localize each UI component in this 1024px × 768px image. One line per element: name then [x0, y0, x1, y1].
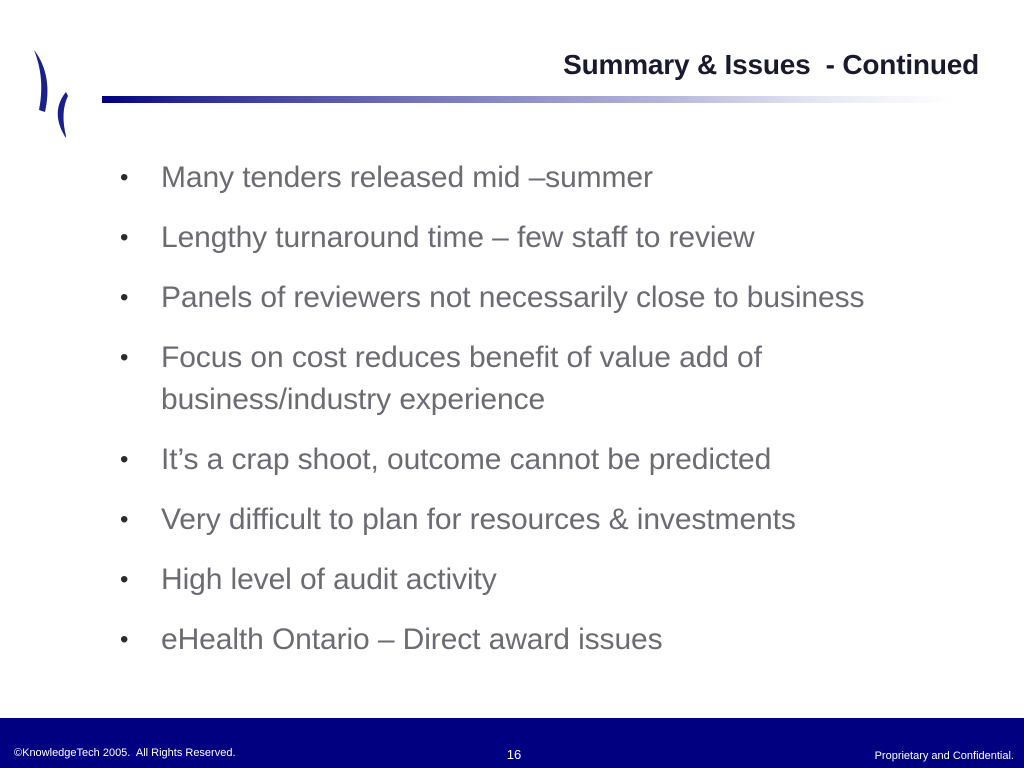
bullet-text: Panels of reviewers not necessarily close to business — [161, 281, 865, 314]
bullet-dot-icon: • — [120, 626, 129, 653]
bullet-item — [118, 559, 998, 601]
footer-confidentiality: Proprietary and Confidential. — [874, 750, 1014, 762]
bullet-text: Many tenders released mid –summer — [161, 161, 653, 194]
bullet-dot-icon: • — [120, 446, 129, 473]
bullet-item — [118, 439, 998, 481]
bullet-text: It’s a crap shoot, outcome cannot be predicted — [161, 443, 772, 476]
bullet-dot-icon: • — [120, 344, 129, 371]
bullet-item — [118, 337, 998, 421]
bullet-dot-icon: • — [120, 284, 129, 311]
slide-title: Summary & Issues - Continued — [563, 49, 979, 80]
bullet-dot-icon: • — [120, 164, 129, 191]
bullet-text: Focus on cost reduces benefit of value add of business/industry experience — [161, 341, 762, 416]
bullet-dot-icon: • — [120, 224, 129, 251]
bullet-text: High level of audit activity — [161, 563, 497, 596]
bullet-text: Lengthy turnaround time – few staff to review — [161, 221, 755, 254]
bullet-item — [118, 157, 998, 199]
bullet-item — [118, 277, 998, 319]
bullet-item — [118, 499, 998, 541]
bullet-item — [118, 217, 998, 259]
bullet-text: Very difficult to plan for resources & investments — [161, 503, 796, 536]
bullet-dot-icon: • — [120, 506, 129, 533]
bullet-dot-icon: • — [120, 566, 129, 593]
footer-copyright: ©KnowledgeTech 2005. All Rights Reserved. — [14, 747, 236, 759]
company-logo-icon — [30, 48, 70, 140]
bullet-list — [118, 157, 998, 679]
footer-bar — [0, 718, 1024, 768]
bullet-item — [118, 619, 998, 661]
bullet-text: eHealth Ontario – Direct award issues — [161, 623, 663, 656]
page-number: 16 — [506, 747, 522, 762]
title-underline — [102, 96, 952, 103]
